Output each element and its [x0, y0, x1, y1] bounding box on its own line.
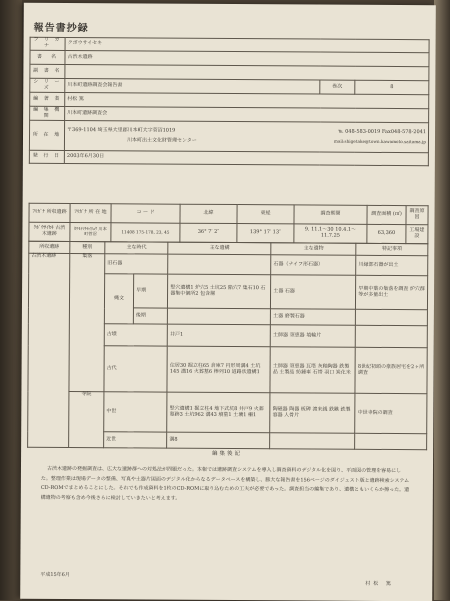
period-era: 古墳	[104, 324, 167, 346]
period-notes: 早期中葉の集落を調査 炉穴群等が多量出土	[356, 275, 428, 309]
footer-signature: 村松 篤	[365, 580, 394, 588]
label-address: 所 在 地	[29, 120, 64, 150]
period-finds: 土師器 須恵器 瓦塔 灰釉陶器 鉄製品 土製品 紡錘車 石帯 羽口 炭化米	[270, 347, 355, 394]
value-date: 2003年6月30日	[64, 150, 428, 165]
period-features: 溝8	[167, 432, 270, 449]
site-header-period: 調査期間	[294, 205, 367, 224]
period-type-2: 寺院	[69, 392, 104, 448]
report-info-table	[29, 37, 430, 166]
label-series: シ リ ー ズ	[30, 78, 65, 92]
site-header-lon: 東経	[237, 205, 294, 224]
period-sub: 早期	[133, 274, 167, 308]
period-finds: 石器（ナイフ形石器）	[271, 255, 356, 276]
site-value-code: 11408 175-178, 23, 45	[111, 223, 180, 242]
label-shomei: 書 名	[30, 50, 65, 64]
value-author: 村松 篤	[65, 92, 429, 108]
period-finds: 陶磁器 陶器 板碑 渡来銭 鉄鏃 鉄製容器 人骨片	[270, 393, 355, 434]
period-features	[168, 254, 271, 275]
value-series: 川本町遺跡調査会報告書	[65, 78, 320, 94]
label-author: 編 著 者	[30, 92, 65, 106]
footer-date: 平成15年6月	[40, 571, 70, 579]
summary-text: 古渋木遺跡の発掘調査は、広大な遺跡群への対処法が問題だった。本報では遺跡調査システムを導入し調査資料のデジタル化を図り、平面図の管理を容易にした。整理作業は現場データの整備、写真や土器片図面のデジタル化からなるデータベースを構築し、膨大な報告書を156ページのダイジェスト版と遺跡検索システムCD-ROMでまとめることにした。それでも作成資料を1枚のCD-ROMに取り込むための工夫が必要であった。調査担当の編集であり、遺構ともいくらか擦った。遺構遺物の考察も含め今後さらに検討していきたいと考えます。	[40, 465, 410, 502]
period-notes: 8世紀初頭の豪族居宅を2ヶ所調査	[355, 347, 427, 393]
site-value-location: ｶﾜﾓﾄﾏﾁｾｲﾘｮｳ 川本町菅沼	[70, 223, 111, 242]
value-kan: 8	[355, 80, 429, 94]
page-title: 報告書抄録	[33, 22, 89, 35]
mail-address: mail:shigetake@town.kawamoto.saitama.jp	[333, 138, 427, 144]
site-table	[28, 203, 428, 244]
summary-title: 編集後記	[212, 450, 243, 458]
period-features: 住居30 掘立柱65 倉庫7 円形周溝4 土坑145 溝16 火葬墓6 棒列10 道路状遺構1	[167, 346, 270, 393]
document-page	[20, 3, 436, 601]
label-furigana: フ リ ガ ナ	[30, 37, 65, 50]
period-header-site: 所収遺跡	[29, 241, 70, 253]
period-features: 竪穴遺構1 掘立柱4 地下式坑8 井戸9 火葬墓跡3 土坑962 溝43 墳墓1 土壙1 柵1	[167, 392, 270, 433]
period-header-notes: 特記事項	[356, 243, 428, 255]
site-value-lon: 139° 17′ 13″	[237, 224, 294, 243]
period-header-era: 主な時代	[105, 242, 168, 254]
period-features: 竪穴遺構1 炉穴5 土坑25 陥穴7 集石10 石器集中個所2 包含層	[168, 274, 271, 309]
period-era: 中世	[104, 392, 168, 432]
period-table	[27, 241, 428, 450]
period-finds: 土器 石器	[271, 275, 356, 310]
period-finds: 土師器 須恵器 埴輪片	[270, 325, 355, 348]
period-notes	[355, 325, 427, 347]
label-date: 発 行 日	[29, 150, 64, 163]
value-furigana: クボウサイセキ	[65, 38, 429, 53]
tel-fax: ℡ 048-583-0019 Fax048-578-2041	[338, 128, 427, 135]
site-value-site: ｸﾎﾞｳｻｲｾｷ 古渋木遺跡	[29, 222, 70, 241]
site-value-lat: 36° 7′ 2″	[180, 223, 237, 242]
site-header-area: 調査面積 (㎡)	[367, 205, 406, 224]
site-value-area: 63,360	[367, 224, 406, 243]
period-notes: 川縁部石器が出土	[356, 255, 428, 275]
period-era: 近世	[104, 432, 167, 448]
page-edge	[434, 0, 450, 600]
address-line-1: 〒369-1104 埼玉県大里郡川本町大字菅沼1019	[67, 126, 176, 134]
label-org: 編 集 機 関	[30, 106, 65, 120]
label-kan: 巻次	[320, 80, 355, 94]
period-era: 縄文	[104, 274, 133, 324]
value-address	[64, 120, 428, 152]
label-fukushomei: 副 書 名	[30, 64, 65, 78]
site-value-cause: 工場建設	[406, 225, 428, 244]
site-header-site: ﾌﾘｶﾞﾅ 所収遺跡	[29, 203, 70, 222]
period-header-type: 種別	[70, 242, 105, 254]
value-org: 川本町遺跡調査会	[65, 106, 429, 122]
site-header-location: ﾌﾘｶﾞﾅ 所 在 地	[70, 204, 111, 223]
period-sub: 後期	[133, 308, 167, 324]
period-notes: 中世寺院の調査	[355, 393, 427, 433]
period-notes	[356, 309, 428, 325]
book-spine-shadow	[0, 0, 22, 600]
period-notes	[355, 433, 427, 449]
site-header-cause: 調査原因	[406, 206, 428, 225]
period-type: 集落	[69, 254, 105, 392]
period-finds: 土器 磨製石器	[271, 309, 356, 326]
period-features: 井戸1	[167, 324, 270, 347]
period-header-finds: 主な遺物	[271, 243, 356, 256]
period-site: 古渋木遺跡	[28, 253, 70, 447]
period-era: 旧石器	[105, 254, 168, 274]
period-header-features: 主な遺構	[168, 242, 271, 255]
site-header-lat: 北緯	[180, 204, 237, 223]
address-line-2: 川本町出土文化財管理センター	[126, 136, 197, 144]
value-shomei: 古渋木遺跡	[65, 50, 429, 66]
period-era: 古代	[104, 346, 168, 392]
period-features	[168, 308, 271, 325]
period-finds	[270, 433, 355, 450]
site-header-code: コ ー ド	[111, 204, 180, 223]
site-value-period: 9. 11.1～30 10.4.1～11.7.25	[294, 224, 367, 243]
